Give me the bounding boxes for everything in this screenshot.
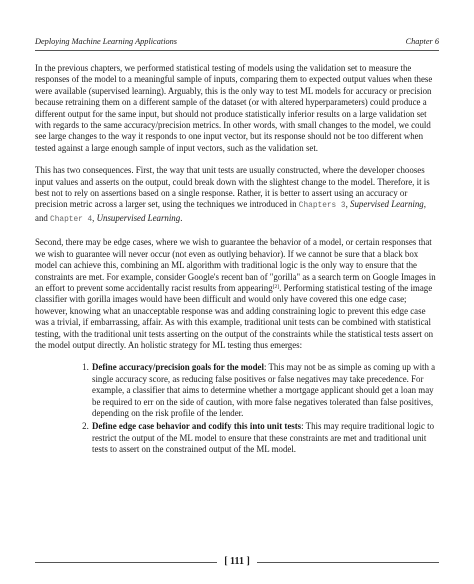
separator: , and	[35, 199, 426, 223]
paragraph-3	[35, 237, 439, 351]
paragraph-1: In the previous chapters, we performed statistical testing of models using the validation set to measure the responses of the model to a meaningful sample of inputs, comparing them to expected output values when these were available (supervised learning). Arguably, this is the only way to test ML models for accuracy or precision because retraining them on a different sample of the dataset (or with altered hyperparameters) could produce a different output for the same input, but should not produce statistically inferior results on a large validation set with regards to the same accuracy/precision metrics. In other words, with small changes to the model, we could see large changes to the way it responds to one input vector, but its response should not be too different when tested against a large enough sample of input vectors, such as the validation set.	[35, 63, 433, 153]
running-header	[35, 36, 439, 51]
paragraph-2-text: This has two consequences. First, the way that unit tests are usually constructed, where the developer chooses input values and asserts on the output, could break down with the slightest change to the model. Therefore, it is best not to rely on assertions based on a single response. Rather, it is better to assert using an accuracy or precision metric across a larger set, using the techniques we introduced in	[35, 165, 430, 210]
chapter-4-link[interactable]: Chapter 4	[50, 215, 93, 224]
page-body	[35, 63, 439, 456]
page-footer	[35, 556, 439, 568]
separator: ,	[345, 199, 351, 210]
chapter-3-link[interactable]: Chapters 3	[298, 202, 346, 211]
list-item-heading: Define accuracy/precision goals for the model	[92, 362, 264, 373]
testing-strategy-list	[35, 362, 439, 455]
page-number: [ 111 ]	[224, 556, 250, 567]
separator: ,	[92, 212, 97, 223]
chapter-label: Chapter 6	[405, 37, 439, 46]
list-item-heading: Define edge case behavior and codify this into unit tests	[92, 421, 302, 432]
list-item	[91, 362, 439, 419]
list-item-text: : This may require traditional logic to restrict the output of the ML model to ensure that these constraints are met and traditional unit tests to assert on the constrained output of the ML model.	[92, 421, 435, 455]
footer-rule-right	[257, 562, 439, 563]
paragraph-2	[35, 165, 439, 226]
unsupervised-learning-title: Unsupervised Learning	[96, 212, 181, 223]
page	[35, 36, 439, 458]
list-item-text: : This may not be as simple as coming up with a single accuracy score, as reducing false positives or false negatives may take precedence. For example, a classifier that aims to determine whether a mortgage applicant should get a loan may be required to err on the side of caution, with more false negatives tolerated than false positives, depending on the risk profile of the lender.	[92, 362, 436, 418]
paragraph-3-continued: . Performing statistical testing of the image classifier with gorilla images would have been difficult and would only have covered this one edge case; however, knowing what an unacceptable response was and adding constraining logic to prevent this edge case was a trivial, if embarrassing, affair. As with this example, traditional unit tests can be combined with statistical testing, with the traditional unit tests asserting on the output of the constraints while the statistical tests assert on the model output directly. An holistic strategy for ML testing thus emerges:	[35, 282, 434, 350]
period: .	[180, 212, 183, 223]
list-item	[91, 421, 439, 455]
paragraph-3-text: Second, there may be edge cases, where we wish to guarantee the behavior of a model, or certain responses that we wish to guarantee will never occur (not even as outlying behavior). If we cannot be sure that a black box model can achieve this, combining an ML algorithm with traditional logic is the only way to ensure that the constraints are met. For example, consider Google's recent ban of "gorilla" as a search term on Google Images in an effort to prevent some accidentally racist results from appearing	[35, 237, 436, 293]
supervised-learning-title: Supervised Learning	[350, 199, 424, 210]
book-title: Deploying Machine Learning Applications	[35, 37, 178, 46]
footnote-reference[interactable]: [2]	[272, 283, 280, 290]
